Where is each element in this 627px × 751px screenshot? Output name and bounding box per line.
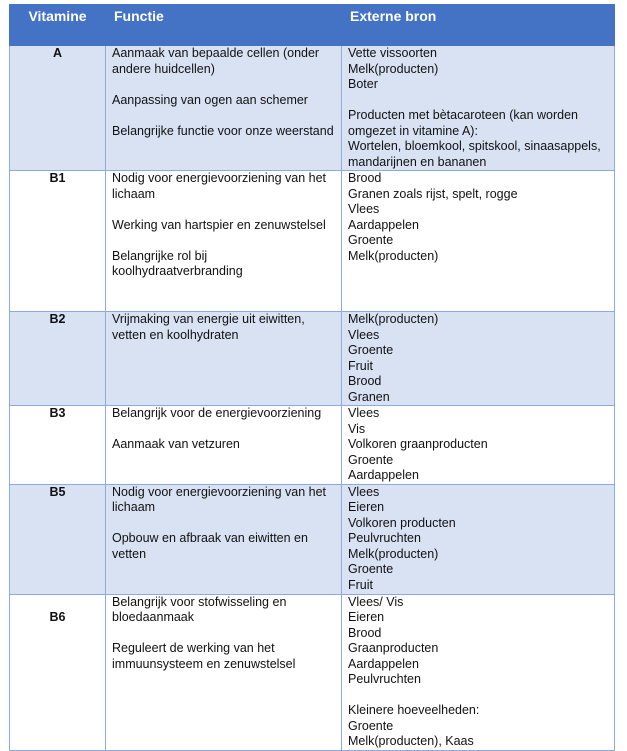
vitamin-cell: B6	[10, 594, 106, 750]
vitamin-cell: B1	[10, 171, 106, 312]
source-item: Melk(producten)	[348, 312, 439, 326]
source-item: Vlees/ Vis	[348, 594, 404, 609]
source-cell	[342, 312, 615, 406]
source-cell	[342, 594, 615, 750]
header-vitamine: Vitamine	[10, 5, 106, 46]
source-item: Brood	[348, 374, 382, 388]
source-item: Producten met bètacaroteen (kan worden omgezet in vitamine A):	[348, 108, 578, 138]
source-item: Vis	[348, 421, 366, 436]
function-item: Belangrijk voor de energievoorziening	[112, 406, 322, 420]
source-cell	[342, 406, 615, 485]
source-item: Peulvruchten	[348, 531, 421, 545]
function-item: Opbouw en afbraak van eiwitten en vetten	[112, 531, 308, 561]
function-cell	[106, 594, 342, 750]
source-item: Groente	[348, 452, 394, 467]
source-item: Kleinere hoeveelheden:	[348, 703, 480, 717]
source-item: Vlees	[348, 327, 380, 342]
source-item: Granen	[348, 389, 390, 404]
vitamin-cell: B5	[10, 484, 106, 594]
function-item: Werking van hartspier en zenuwstelsel	[112, 217, 326, 232]
function-item: Belangrijke rol bij koolhydraatverbranding	[112, 248, 243, 278]
source-cell	[342, 484, 615, 594]
source-item: Fruit	[348, 577, 373, 592]
function-item: Reguleert de werking van het immuunsysteem en zenuwstelsel	[112, 641, 296, 671]
source-item: Volkoren producten	[348, 515, 456, 530]
source-item: Groente	[348, 343, 394, 357]
source-item: Melk(producten)	[348, 61, 439, 76]
source-item: Melk(producten)	[348, 248, 439, 263]
source-item: Fruit	[348, 358, 373, 373]
table-row	[10, 312, 615, 406]
table-row	[10, 484, 615, 594]
source-item: Peulvruchten	[348, 672, 421, 686]
vitamin-cell: B3	[10, 406, 106, 485]
function-cell	[106, 171, 342, 312]
source-cell	[342, 171, 615, 312]
spacer	[348, 93, 608, 109]
function-cell	[106, 312, 342, 406]
source-item: Aardappelen	[348, 656, 419, 671]
source-item: Vette vissoorten	[348, 46, 437, 60]
function-item: Belangrijke functie voor onze weerstand	[112, 123, 334, 138]
function-item: Aanmaak van bepaalde cellen (onder andere huidcellen)	[112, 46, 320, 76]
header-externe-bron: Externe bron	[342, 5, 615, 46]
spacer	[348, 688, 608, 704]
table-row	[10, 406, 615, 485]
source-item: Vlees	[348, 202, 380, 216]
source-item: Vlees	[348, 406, 380, 420]
header-functie: Functie	[106, 5, 342, 46]
vitamin-cell: A	[10, 46, 106, 171]
source-item: Wortelen, bloemkool, spitskool, sinaasappels, mandarijnen en bananen	[348, 139, 601, 169]
function-item: Nodig voor energievoorziening van het lichaam	[112, 484, 327, 514]
source-item: Groente	[348, 718, 394, 733]
source-item: Volkoren graanproducten	[348, 437, 488, 451]
table-row	[10, 594, 615, 750]
source-item: Aardappelen	[348, 217, 419, 232]
source-item: Vlees	[348, 484, 380, 499]
function-item: Belangrijk voor stofwisseling en bloedaanmaak	[112, 594, 287, 624]
function-item: Aanmaak van vetzuren	[112, 437, 240, 451]
source-item: Melk(producten), Kaas	[348, 734, 474, 748]
function-item: Aanpassing van ogen aan schemer	[112, 92, 308, 107]
header-row	[10, 5, 615, 46]
function-cell	[106, 406, 342, 485]
source-item: Groente	[348, 233, 394, 247]
source-item: Melk(producten)	[348, 546, 439, 561]
source-item: Brood	[348, 625, 382, 640]
source-item: Brood	[348, 171, 382, 185]
source-item: Eieren	[348, 500, 385, 514]
source-item: Graanproducten	[348, 641, 439, 655]
source-cell	[342, 46, 615, 171]
source-item: Eieren	[348, 610, 385, 624]
function-cell	[106, 484, 342, 594]
source-item: Boter	[348, 77, 378, 91]
vitamin-table	[9, 4, 615, 751]
source-item: Granen zoals rijst, spelt, rogge	[348, 186, 518, 201]
source-item: Aardappelen	[348, 468, 419, 482]
table-row	[10, 46, 615, 171]
function-item: Vrijmaking van energie uit eiwitten, vetten en koolhydraten	[112, 312, 305, 342]
function-cell	[106, 46, 342, 171]
function-item: Nodig voor energievoorziening van het lichaam	[112, 171, 327, 201]
vitamin-cell: B2	[10, 312, 106, 406]
table-row	[10, 171, 615, 312]
source-item: Groente	[348, 562, 394, 576]
